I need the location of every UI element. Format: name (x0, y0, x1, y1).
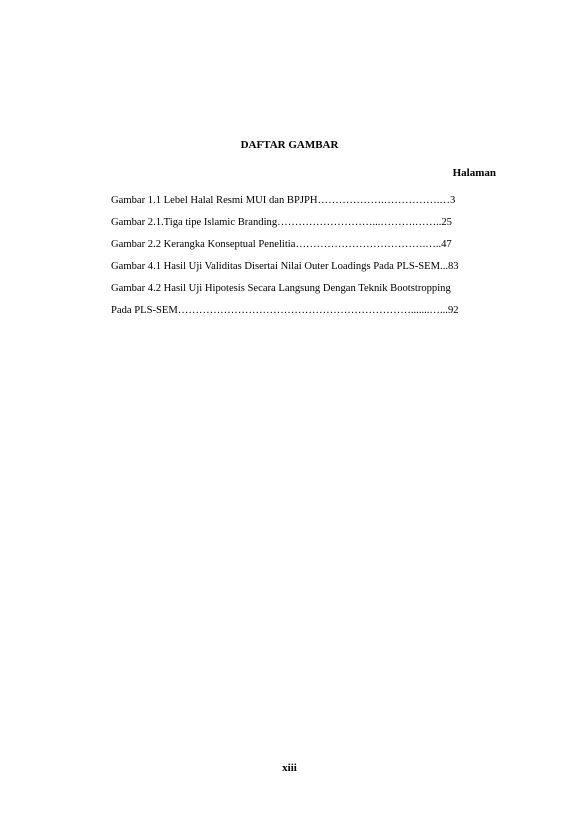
figure-entry-2-2: Gambar 2.2 Kerangka Konseptual Penelitia……………………………….…..47 (111, 239, 452, 250)
figure-entry-1-1: Gambar 1.1 Lebel Halal Resmi MUI dan BPJPH……………….…………….…3 (111, 195, 456, 206)
figure-entry-2-1: Gambar 2.1.Tiga tipe Islamic Branding………………………...……….……..25 (111, 217, 452, 228)
figure-entry-4-1: Gambar 4.1 Hasil Uji Validitas Disertai Nilai Outer Loadings Pada PLS-SEM...83 (111, 261, 459, 272)
figure-entry-4-2-continuation: Pada PLS-SEM………………………………………………………….......…...92 (111, 305, 459, 316)
page-title: DAFTAR GAMBAR (240, 139, 339, 151)
page-number: xiii (282, 762, 297, 774)
figure-entry-4-2: Gambar 4.2 Hasil Uji Hipotesis Secara Langsung Dengan Teknik Bootstropping (111, 283, 451, 294)
figure-list (111, 194, 496, 326)
column-header-halaman: Halaman (452, 167, 496, 179)
